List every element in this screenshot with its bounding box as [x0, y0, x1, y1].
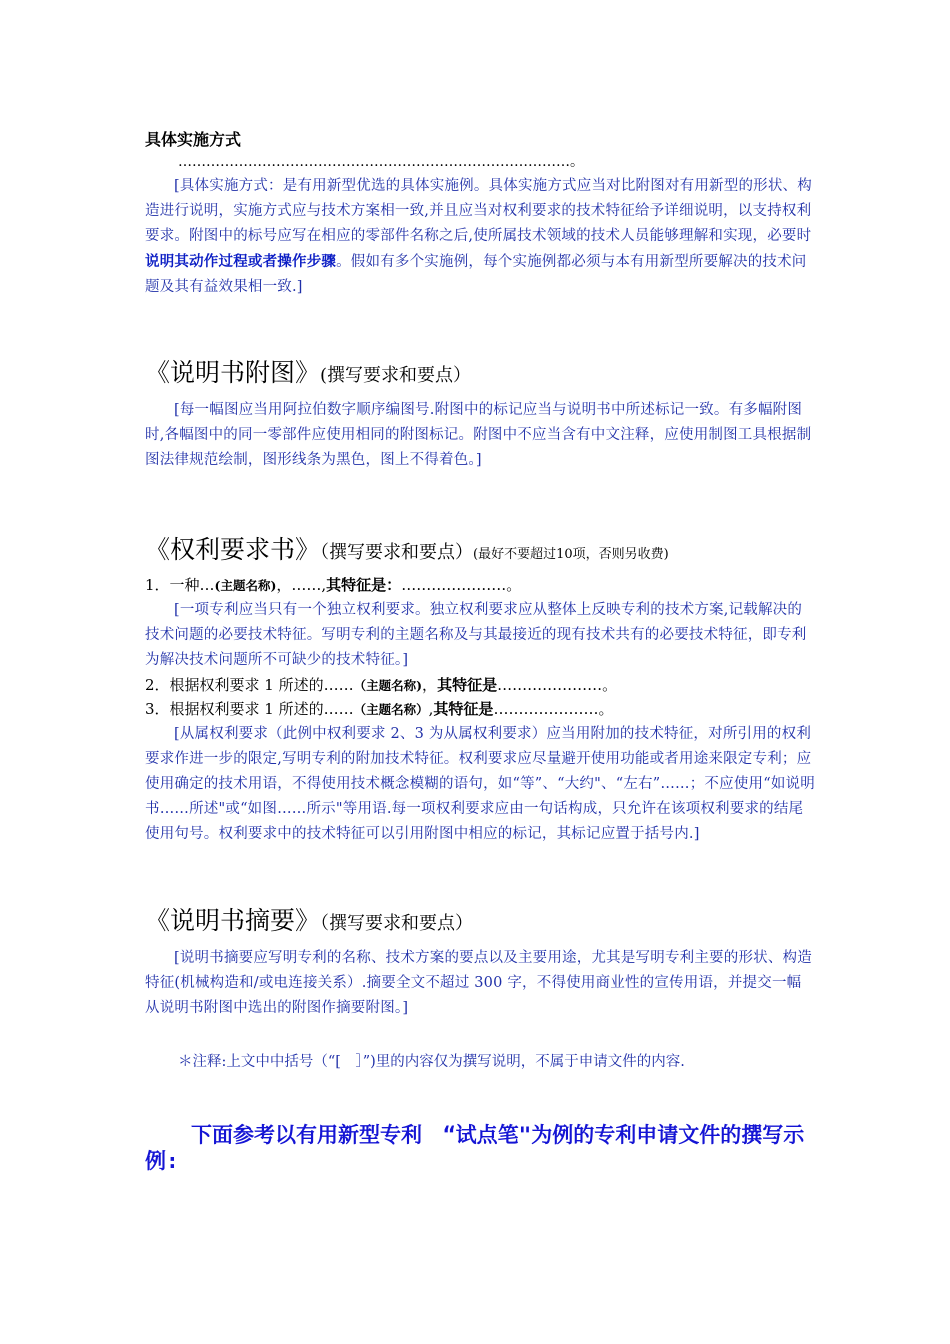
claims-title: 《权利要求书》 — [145, 535, 321, 564]
claim-1 — [145, 573, 815, 598]
claim-2-text: 2．根据权利要求 1 所述的…… — [145, 676, 354, 694]
claims-heading — [145, 533, 815, 572]
claim-1-mid: ，……, — [276, 576, 327, 594]
drawings-heading — [145, 356, 815, 393]
claim-3-feature-label: 其特征是 — [433, 700, 494, 718]
claim-1-text: 1．一种… — [145, 576, 215, 594]
drawings-subtitle: (撰写要求和要点） — [320, 365, 472, 386]
claim-2-feature-label: 其特征是 — [437, 676, 498, 694]
embodiment-paragraph — [145, 174, 815, 300]
abstract-subtitle: （撰写要求和要点） — [320, 913, 474, 934]
claim-3-subject: （主题名称） — [353, 702, 429, 717]
drawings-paragraph: [每一幅图应当用阿拉伯数字顺序编图号.附图中的标记应当与说明书中所述标记一致。有多幅附图时,各幅图中的同一零部件应使用相同的附图标记。附图中不应当含有中文注释，应使用制图工具根据制图法律规范绘制，图形线条为黑色，图上不得着色。] — [145, 402, 812, 468]
claim-3 — [145, 697, 815, 722]
embodiment-text-bold: 说明其动作过程或者操作步骤 — [145, 253, 337, 270]
claim-2-end: …………………。 — [497, 676, 618, 694]
claims-paragraph-1: [一项专利应当只有一个独立权利要求。独立权利要求应从整体上反映专利的技术方案,记载解决的技术问题的必要技术特征。写明专利的主题名称及与其最接近的现有技术共有的必要技术特征，即专利为解决技术问题所不可缺少的技术特征。] — [145, 602, 807, 668]
claim-1-feature-label: 其特征是： — [326, 576, 402, 594]
abstract-title: 《说明书摘要》 — [145, 906, 321, 935]
claims-paragraph-2: [从属权利要求（此例中权利要求 2、3 为从属权利要求）应当用附加的技术特征，对所引用的权利要求作进一步的限定,写明专利的附加技术特征。权利要求应尽量避开使用功能或者用途来限定专利；应使用确定的技术用语，不得使用技术概念模糊的语句，如“等”、“大约"、“左右”……；不应使用“如说明书……所述"或“如图……所示"等用语.每一项权利要求应由一句话构成，只允许在该项权利要求的结尾使用句号。权利要求中的技术特征可以引用附图中相应的标记，其标记应置于括号内.] — [145, 726, 815, 842]
claims-note: (最好不要超过10项，否则另收费) — [473, 547, 669, 562]
claim-2-subject: （主题名称) — [353, 678, 423, 693]
embodiment-dots: …………………………………………………………………………。 — [178, 154, 584, 170]
claim-3-text: 3．根据权利要求 1 所述的…… — [145, 700, 354, 718]
drawings-title: 《说明书附图》 — [145, 358, 321, 387]
embodiment-text-2: 。假如有多个实施例，每个实施例都必须与本有用新型所要解决的技术问题及其有益效果相一致.] — [145, 254, 807, 295]
claim-1-subject: (主题名称) — [214, 578, 277, 593]
claim-2-mid: ， — [422, 676, 438, 694]
claim-1-end: …………………。 — [401, 576, 522, 594]
claim-3-mid: , — [428, 700, 434, 718]
footnote: ＊注释:上文中中括号（“[ ］”)里的内容仅为撰写说明，不属于申请文件的内容. — [178, 1054, 685, 1070]
abstract-paragraph: [说明书摘要应写明专利的名称、技术方案的要点以及主要用途，尤其是写明专利主要的形状、构造特征(机械构造和/或电连接关系）.摘要全文不超过 300 字，不得使用商业性的宣传用语，并提交一幅从说明书附图中选出的附图作摘要附图。] — [145, 950, 812, 1016]
example-heading: 下面参考以有用新型专利 “试点笔"为例的专利申请文件的撰写示例: — [145, 1123, 805, 1173]
abstract-heading — [145, 904, 815, 941]
claims-subtitle: （撰写要求和要点） — [320, 542, 474, 563]
claim-3-end: …………………。 — [493, 700, 614, 718]
embodiment-text-1: [具体实施方式：是有用新型优选的具体实施例。具体实施方式应当对比附图对有用新型的形状、构造进行说明，实施方式应与技术方案相一致,并且应当对权利要求的技术特征给予详细说明，以支持权利要求。附图中的标号应写在相应的零部件名称之后,使所属技术领域的技术人员能够理解和实现，必要时 — [145, 178, 812, 244]
embodiment-heading: 具体实施方式 — [145, 130, 242, 149]
claim-2 — [145, 673, 815, 698]
